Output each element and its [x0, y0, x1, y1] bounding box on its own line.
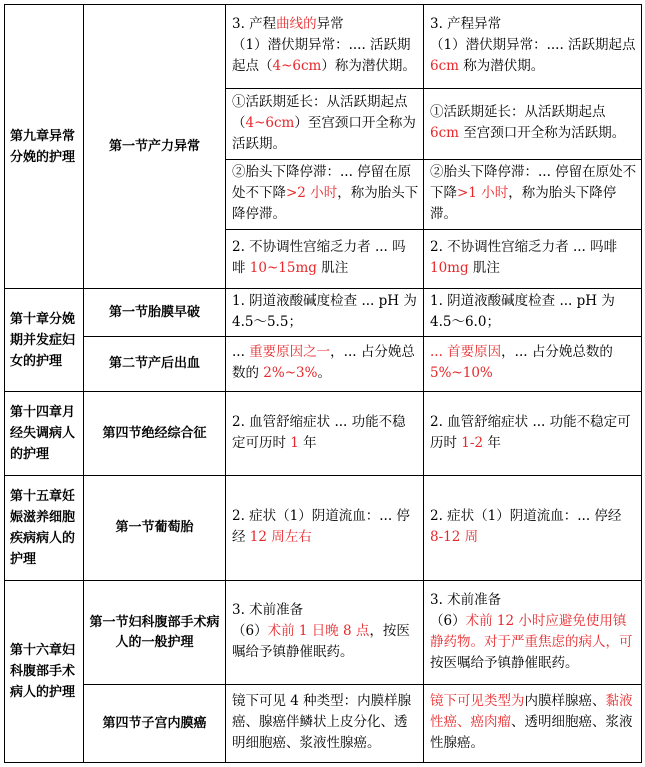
highlighted-text: 黏液性癌、癌肉瘤 [430, 693, 633, 730]
text-segment: 年 [483, 434, 501, 451]
text-segment: ，称为胎头下降停滞。 [232, 185, 419, 222]
text-line [430, 35, 637, 77]
revised-text-cell [424, 230, 642, 289]
table-row [5, 5, 642, 89]
text-segment: ②胎头下降停滞：... 停留在原处不下降 [430, 164, 637, 201]
text-segment: ，称为胎头下降停滞。 [430, 185, 617, 222]
chapter-cell: 第十四章月经失调病人的护理 [5, 392, 84, 476]
text-segment: 3. 产程 [232, 16, 277, 32]
original-text-cell [226, 581, 424, 685]
revised-text-cell [424, 337, 642, 392]
highlighted-text: 镜下可见类型为 [430, 693, 525, 709]
text-segment: 年 [298, 434, 317, 451]
text-segment: ，按医嘱给予镇静催眠药。 [232, 623, 410, 660]
text-line [232, 35, 419, 77]
text-segment: ①活跃期延长：从活跃期起点 [430, 104, 606, 120]
section-cell: 第一节胎膜早破 [84, 289, 226, 337]
text-line [232, 412, 419, 454]
chapter-cell: 第九章异常分娩的护理 [5, 5, 84, 289]
original-text-cell [226, 476, 424, 581]
highlighted-text: 重要原因之一 [249, 344, 331, 360]
highlighted-text: 术前 12 小时应避免使用镇静药物。对于严重焦虑的病人，可 [430, 612, 633, 650]
text-line [232, 506, 419, 548]
text-line [232, 342, 419, 384]
table-row [5, 685, 642, 763]
text-segment: ）称为潜伏期。 [321, 58, 416, 74]
text-segment: （6） [232, 623, 268, 639]
text-segment: ，... 占分娩总数的 [232, 344, 415, 381]
original-text-cell [226, 337, 424, 392]
original-text-cell [226, 89, 424, 160]
highlighted-text: 10mg [430, 260, 469, 276]
text-segment: 称为潜伏期。 [458, 58, 545, 74]
revised-text-cell [424, 89, 642, 160]
highlighted-text: 1-2 [461, 434, 484, 451]
highlighted-text: 8-12 周 [430, 529, 479, 545]
original-text-cell [226, 230, 424, 289]
text-segment: 至宫颈口开全称为活跃期。 [458, 125, 626, 141]
text-line [430, 342, 637, 384]
highlighted-text: 6cm [430, 125, 459, 141]
chapter-cell: 第十六章妇科腹部手术病人的护理 [5, 581, 84, 763]
text-line [232, 14, 419, 35]
text-segment: ）至宫颈口开全称为活跃期。 [232, 114, 416, 152]
table-row [5, 337, 642, 392]
text-segment: 3. 产程异常 [430, 16, 502, 32]
text-segment: 镜下可见 4 种类型：内膜样腺癌、腺癌伴鳞状上皮分化、透明细胞癌、浆液性腺癌。 [232, 693, 412, 751]
revised-text-cell [424, 160, 642, 230]
original-text-cell [226, 392, 424, 476]
revised-text-cell [424, 392, 642, 476]
text-segment: （6） [430, 612, 466, 629]
text-line [430, 14, 637, 35]
text-segment: 、透明细胞癌、浆液性腺癌。 [430, 714, 633, 751]
text-segment: 按医嘱给予镇静催眠药。 [430, 654, 579, 671]
revised-text-cell [424, 5, 642, 89]
revision-comparison-table [4, 4, 642, 763]
highlighted-text: >2 小时 [286, 185, 338, 201]
text-segment: 1. 阴道液酸碱度检查 ... pH 为 4.5～6.0； [430, 292, 615, 330]
highlighted-text: >1 小时 [457, 185, 509, 201]
text-segment: 2. 血管舒缩症状 ... 功能不稳定可历时 [232, 413, 406, 451]
text-segment: ，... 占分娩总数的 [501, 344, 613, 360]
original-text-cell [226, 289, 424, 337]
highlighted-text: 12 周左右 [249, 529, 312, 545]
highlighted-text: 术前 1 日晚 8 点 [267, 623, 370, 639]
text-segment: 肌注 [468, 260, 500, 276]
text-line [232, 291, 419, 333]
text-segment: 2. 症状（1）阴道流血：... 停经 [232, 508, 410, 545]
section-cell: 第二节产后出血 [84, 337, 226, 392]
text-segment: 1. 阴道液酸碱度检查 ... pH 为 4.5～5.5； [232, 292, 417, 330]
highlighted-text: 1 [290, 434, 299, 451]
highlighted-text: 5%~10% [430, 365, 493, 381]
table-body [5, 5, 642, 763]
revised-text-cell [424, 581, 642, 685]
highlighted-text: ... 首要原因 [430, 344, 502, 360]
text-line [232, 691, 419, 754]
text-segment: 3. 术前准备 [430, 591, 502, 608]
section-cell: 第四节绝经综合征 [84, 392, 226, 476]
text-line [232, 600, 419, 621]
text-line [430, 691, 637, 754]
text-line [430, 291, 637, 333]
text-segment: 内膜样腺癌、 [524, 693, 606, 709]
section-cell: 第一节产力异常 [84, 5, 226, 289]
table-row [5, 392, 642, 476]
text-segment: ②胎头下降停滞：... 停留在原处不下降 [232, 164, 412, 201]
highlighted-text: 10~15mg [249, 260, 317, 276]
text-segment: 肌注 [316, 260, 349, 276]
text-segment: 3. 术前准备 [232, 602, 304, 618]
revised-text-cell [424, 476, 642, 581]
original-text-cell [226, 5, 424, 89]
table-row [5, 476, 642, 581]
chapter-cell: 第十五章妊娠滋养细胞疾病病人的护理 [5, 476, 84, 581]
text-line [430, 611, 637, 674]
text-segment: 2. 血管舒缩症状 ... 功能不稳定可历时 [430, 413, 631, 451]
table-row [5, 581, 642, 685]
text-line [430, 506, 637, 548]
text-line [430, 237, 637, 279]
section-cell: 第四节子宫内膜癌 [84, 685, 226, 763]
highlighted-text: 6cm [430, 58, 459, 74]
highlighted-text: 曲线的 [276, 16, 317, 32]
text-line [232, 92, 419, 155]
revised-text-cell [424, 289, 642, 337]
text-segment: ... [232, 344, 250, 360]
text-line [232, 621, 419, 663]
table-row [5, 289, 642, 337]
text-segment: 异常 [316, 16, 344, 32]
original-text-cell [226, 685, 424, 763]
section-cell: 第一节妇科腹部手术病人的一般护理 [84, 581, 226, 685]
text-segment: ①活跃期延长：从活跃期起点（ [232, 93, 408, 131]
text-line [430, 590, 637, 611]
text-segment: 2. 不协调性宫缩乏力者 ... 吗啡 [232, 239, 406, 276]
revised-text-cell [424, 685, 642, 763]
text-line [430, 412, 637, 454]
text-segment: （1）潜伏期异常：.... 活跃期起点（ [232, 37, 411, 74]
text-segment: 2. 不协调性宫缩乏力者 ... 吗啡 [430, 239, 618, 255]
text-segment: （1）潜伏期异常：.... 活跃期起点 [430, 37, 636, 53]
highlighted-text: 4~6cm [272, 58, 322, 74]
text-line [232, 162, 419, 225]
text-segment: 2. 症状（1）阴道流血：... 停经 [430, 508, 622, 524]
original-text-cell [226, 160, 424, 230]
text-segment: 。 [317, 365, 331, 381]
highlighted-text: 2%~3% [263, 365, 318, 381]
text-line [232, 237, 419, 279]
text-line [430, 162, 637, 225]
section-cell: 第一节葡萄胎 [84, 476, 226, 581]
text-line [430, 102, 637, 144]
highlighted-text: 4~6cm [245, 114, 295, 131]
chapter-cell: 第十章分娩期并发症妇女的护理 [5, 289, 84, 392]
